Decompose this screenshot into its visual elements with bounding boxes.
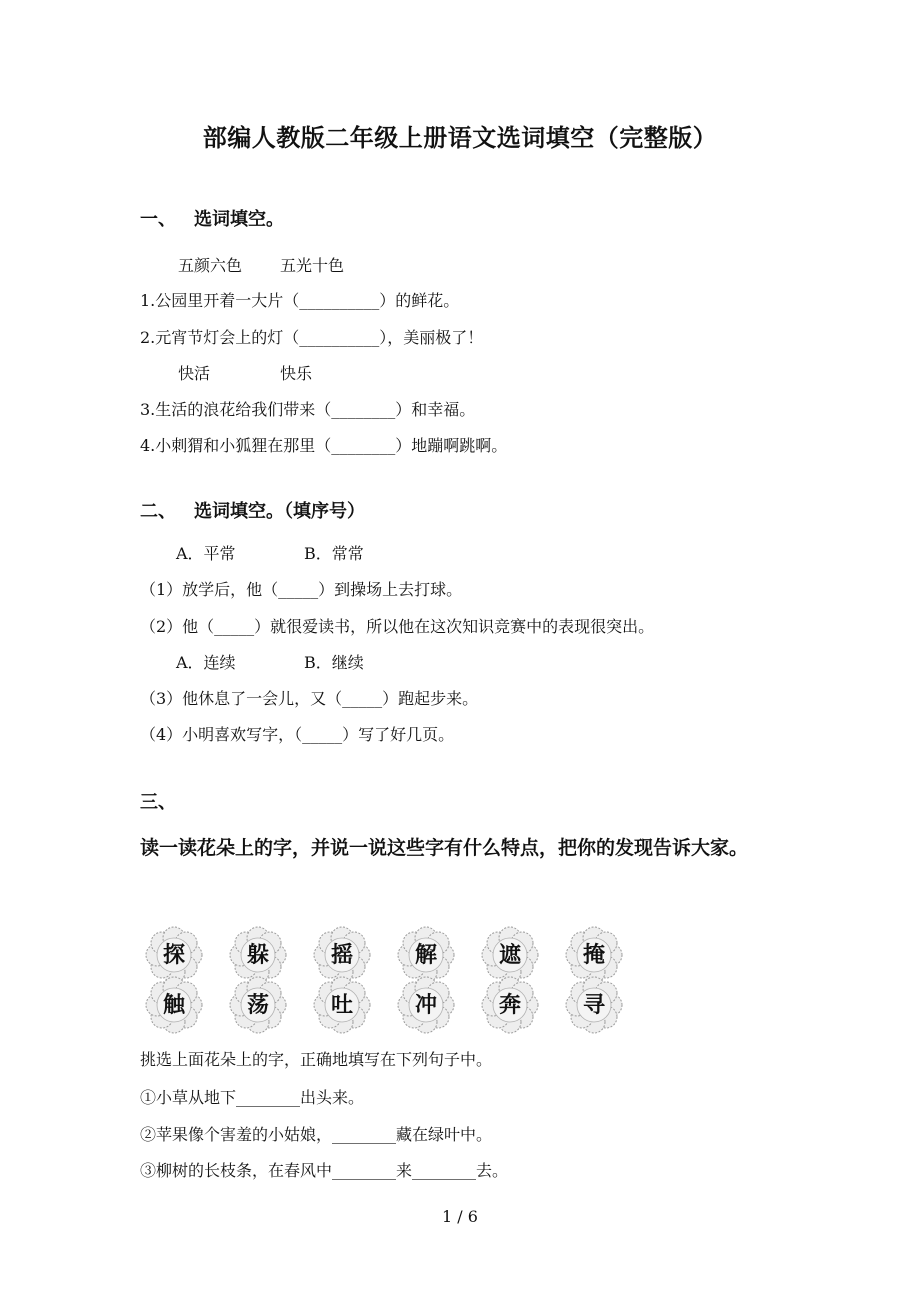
section1-q1: 1.公园里开着一大片（__________）的鲜花。 [140, 291, 460, 310]
flower-character [562, 975, 626, 1035]
flower-character-text: 掩 [582, 942, 605, 968]
flower-character-text: 寻 [582, 992, 605, 1018]
flower-character-text: 奔 [498, 992, 521, 1018]
section2-q1: （1）放学后，他（_____）到操场上去打球。 [140, 580, 463, 599]
option: B．常常 [304, 544, 364, 563]
option: A．连续 [176, 653, 236, 672]
section1-number: 一、 [140, 209, 176, 230]
section2-number: 二、 [140, 501, 176, 522]
flower-character-text: 荡 [246, 992, 269, 1018]
page-number: 1 / 6 [442, 1207, 478, 1226]
flower-character-text: 探 [162, 942, 185, 968]
option: 快活 [178, 364, 211, 383]
flower-character [226, 975, 290, 1035]
flower-character-text: 吐 [330, 992, 353, 1018]
section2-options-2 [176, 650, 364, 673]
section2-q4: （4）小明喜欢写字，（_____）写了好几页。 [140, 725, 455, 744]
flower-character [478, 975, 542, 1035]
flower-character [310, 975, 374, 1035]
section3-s3: ③柳树的长枝条，在春风中________来________去。 [140, 1161, 509, 1180]
section2-heading [140, 497, 365, 523]
flower-character [142, 975, 206, 1035]
flower-character-text: 遮 [498, 942, 521, 968]
flower-character-text: 摇 [330, 942, 353, 968]
section1-options-1 [178, 253, 344, 276]
flower-character-text: 冲 [414, 992, 437, 1018]
section1-heading [140, 205, 284, 231]
section3-s2: ②苹果像个害羞的小姑娘，________藏在绿叶中。 [140, 1125, 493, 1144]
section1-options-2 [178, 361, 312, 384]
page-title: 部编人教版二年级上册语文选词填空（完整版） [202, 123, 718, 152]
section2-q3: （3）他休息了一会儿，又（_____）跑起步来。 [140, 689, 479, 708]
option: A．平常 [176, 544, 236, 563]
flower-character-text: 解 [414, 942, 437, 968]
flower-character [394, 975, 458, 1035]
section2-q2: （2）他（_____）就很爱读书，所以他在这次知识竞赛中的表现很突出。 [140, 617, 655, 636]
section2-title: 选词填空。（填序号） [194, 501, 365, 522]
section3-number: 三、 [140, 792, 176, 813]
option: 快乐 [280, 364, 313, 383]
section3-heading [140, 788, 176, 814]
section3-s1: ①小草从地下________出头来。 [140, 1088, 365, 1107]
section1-q3: 3.生活的浪花给我们带来（________）和幸福。 [140, 400, 476, 419]
section3-task: 挑选上面花朵上的字，正确地填写在下列句子中。 [140, 1050, 493, 1069]
flower-character-text: 躲 [246, 942, 269, 968]
flower-character-text: 触 [162, 992, 185, 1018]
option: 五颜六色 [178, 256, 243, 275]
section1-q2: 2.元宵节灯会上的灯（__________），美丽极了！ [140, 328, 484, 347]
option: 五光十色 [280, 256, 345, 275]
section1-q4: 4.小刺猬和小狐狸在那里（________）地蹦啊跳啊。 [140, 436, 508, 455]
section1-title: 选词填空。 [194, 209, 284, 230]
section3-instruction: 读一读花朵上的字，并说一说这些字有什么特点，把你的发现告诉大家。 [140, 837, 749, 859]
option: B．继续 [304, 653, 364, 672]
section2-options-1 [176, 541, 364, 564]
